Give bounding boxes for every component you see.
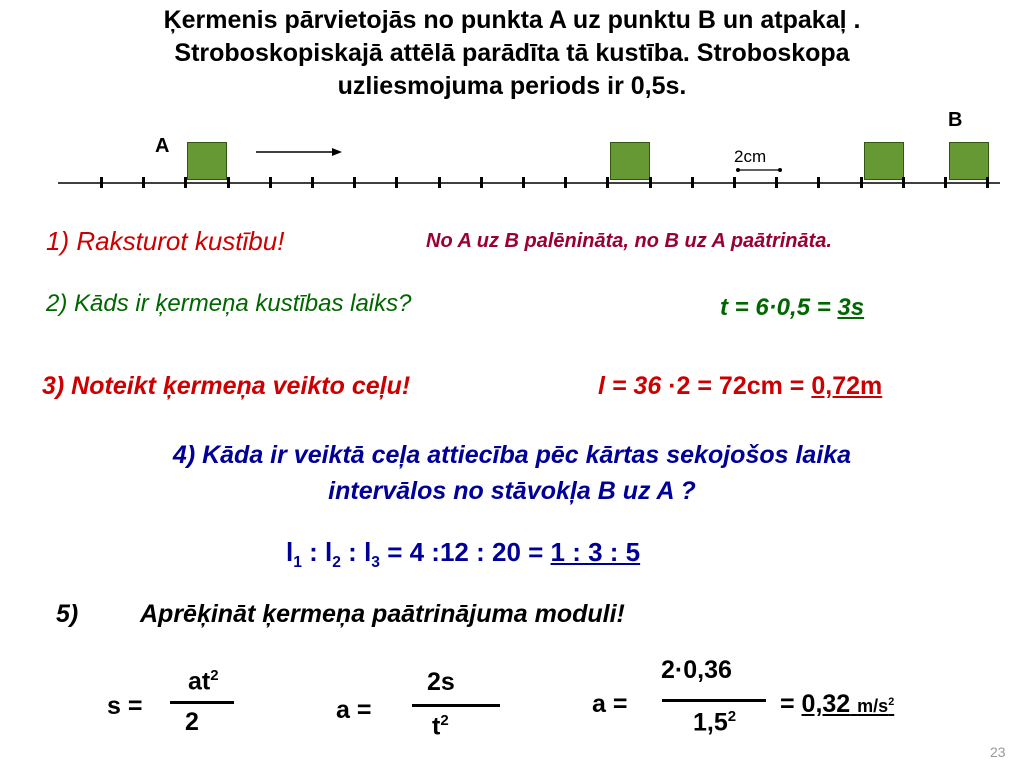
point-a-label: A	[155, 135, 170, 157]
scale-bar-right-dot	[778, 168, 782, 172]
question-5-number: 5)	[56, 600, 79, 628]
tick-mark	[902, 177, 905, 188]
ratio-sep-2: :	[340, 537, 365, 567]
scale-bar-left-dot	[736, 168, 740, 172]
title-line-2: Stroboskopiskajā attēlā parādīta tā kustība. Stroboskopa	[174, 39, 850, 67]
page-number: 23	[990, 744, 1006, 760]
l1-symbol: l	[286, 537, 294, 567]
l2-subscript: 2	[332, 554, 341, 572]
formula-a1-denominator: $t^2$	[432, 712, 449, 741]
formula-s-denominator: 2	[185, 708, 199, 736]
point-b-label: B	[948, 109, 963, 131]
answer-1: No A uz B palēnināta, no B uz A paātrināta.	[426, 230, 832, 252]
l1-subscript: 1	[293, 554, 302, 572]
body-position-2	[610, 142, 650, 180]
tick-mark	[564, 177, 567, 188]
formula-a2-lhs: a =	[592, 690, 628, 718]
question-4-line-1: 4) Kāda ir veiktā ceļa attiecība pēc kārtas sekojošos laika	[172, 441, 852, 469]
tick-mark	[733, 177, 736, 188]
ratio-sep-1: :	[301, 537, 326, 567]
body-position-1	[187, 142, 227, 180]
tick-mark	[184, 177, 187, 188]
tick-mark	[649, 177, 652, 188]
answer-4-result: 1 : 3 : 5	[550, 537, 641, 567]
answer-3-result: 0,72m	[811, 372, 883, 400]
answer-2	[720, 294, 864, 322]
formula-a1-lhs: a =	[336, 696, 372, 724]
formula-a2-value: 0,32 $m/s^2$	[801, 690, 895, 718]
question-2: 2) Kāds ir ķermeņa kustības laiks?	[46, 290, 412, 317]
tick-mark	[438, 177, 441, 188]
tick-mark	[691, 177, 694, 188]
formula-s-lhs: s =	[107, 692, 143, 720]
formula-s-fraction-bar	[170, 701, 234, 704]
formula-a2-numerator: 2·0,36	[661, 656, 732, 684]
answer-4	[286, 537, 640, 572]
tick-mark	[100, 177, 103, 188]
tick-mark	[480, 177, 483, 188]
answer-3-rest: ·2 = 72cm =	[661, 372, 812, 400]
formula-a2-fraction-bar	[662, 699, 766, 702]
answer-3	[598, 372, 882, 401]
title-line-3: uzliesmojuma periods ir 0,5s.	[337, 72, 687, 100]
formula-a2-result	[780, 690, 894, 719]
question-5: Aprēķināt ķermeņa paātrinājuma moduli!	[140, 600, 625, 628]
tick-mark	[353, 177, 356, 188]
body-position-3	[864, 142, 904, 180]
answer-3-length: l = 36	[598, 372, 662, 400]
l2-symbol: l	[325, 537, 333, 567]
tick-mark	[142, 177, 145, 188]
tick-mark	[269, 177, 272, 188]
tick-mark	[944, 177, 947, 188]
l3-subscript: 3	[371, 554, 380, 572]
answer-2-result: 3s	[837, 294, 865, 321]
tick-mark	[227, 177, 230, 188]
tick-mark	[775, 177, 778, 188]
tick-mark	[986, 177, 989, 188]
question-4	[0, 437, 1024, 509]
formula-a2-equals: =	[780, 690, 802, 718]
question-4-line-2: intervālos no stāvokļa B uz A ?	[328, 477, 696, 505]
answer-2-prefix: t = 6·0,5 =	[720, 294, 838, 321]
tick-mark	[606, 177, 609, 188]
title-line-1: Ķermenis pārvietojās no punkta A uz punktu B un atpakaļ .	[163, 6, 861, 34]
tick-mark	[860, 177, 863, 188]
tick-mark	[395, 177, 398, 188]
formula-a1-fraction-bar	[412, 704, 500, 707]
scale-label: 2cm	[734, 147, 767, 166]
question-1: 1) Raksturot kustību!	[46, 226, 285, 256]
formula-a1-numerator: 2s	[427, 668, 455, 696]
tick-mark	[817, 177, 820, 188]
body-position-4	[949, 142, 989, 180]
l3-symbol: l	[364, 537, 372, 567]
tick-mark	[311, 177, 314, 188]
formula-s-numerator: $at^2$	[188, 667, 219, 696]
tick-mark	[522, 177, 525, 188]
question-3: 3) Noteikt ķermeņa veikto ceļu!	[42, 372, 411, 400]
direction-arrow-head	[332, 148, 342, 156]
formula-a2-denominator: $1,5^2$	[693, 708, 737, 737]
answer-4-middle: = 4 :12 : 20 =	[379, 537, 551, 567]
